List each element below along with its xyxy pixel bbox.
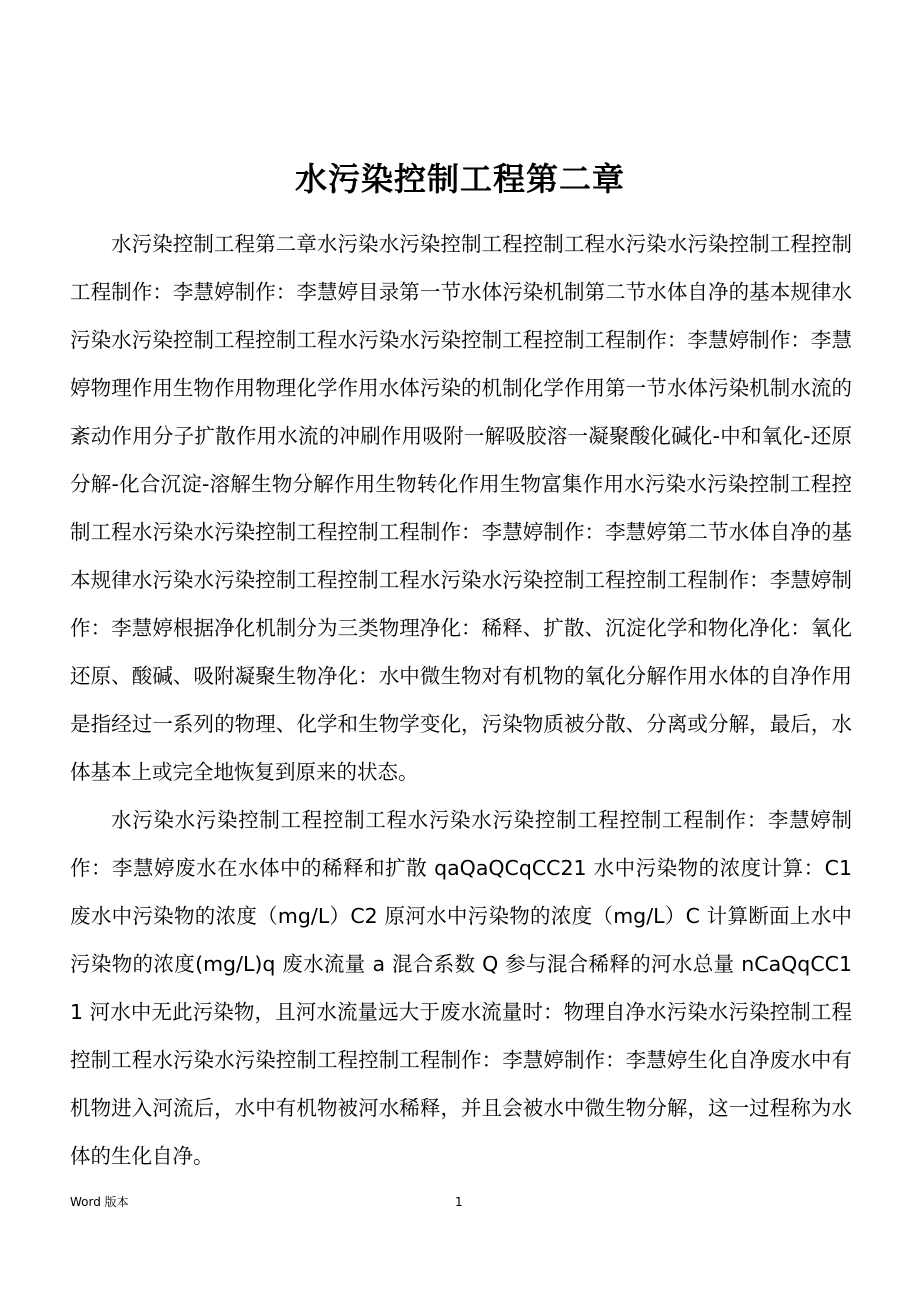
document-title: 水污染控制工程第二章 <box>294 160 625 199</box>
document-body <box>70 220 852 1180</box>
body-paragraph-1: 水污染控制工程第二章水污染水污染控制工程控制工程水污染水污染控制工程控制工程制作：李慧婷制作：李慧婷目录第一节水体污染机制第二节水体自净的基本规律水污染水污染控制工程控制工程水污染水污染控制工程控制工程制作：李慧婷制作：李慧婷物理作用生物作用物理化学作用水体污染的机制化学作用第一节水体污染机制水流的紊动作用分子扩散作用水流的冲刷作用吸附一解吸胶溶一凝聚酸化碱化-中和氧化-还原分解-化合沉淀-溶解生物分解作用生物转化作用生物富集作用水污染水污染控制工程控制工程水污染水污染控制工程控制工程制作：李慧婷制作：李慧婷第二节水体自净的基本规律水污染水污染控制工程控制工程水污染水污染控制工程控制工程制作：李慧婷制作：李慧婷根据净化机制分为三类物理净化：稀释、扩散、沉淀化学和物化净化：氧化还原、酸碱、吸附凝聚生物净化：水中微生物对有机物的氧化分解作用水体的自净作用是指经过一系列的物理、化学和生物学变化，污染物质被分散、分离或分解，最后，水体基本上或完全地恢复到原来的状态。 <box>70 232 852 784</box>
footer-label: Word 版本 <box>70 1195 129 1209</box>
footer-page-number: 1 <box>455 1195 463 1209</box>
body-paragraph-2: 水污染水污染控制工程控制工程水污染水污染控制工程控制工程制作：李慧婷制作：李慧婷废水在水体中的稀释和扩散 qaQaQCqCC21 水中污染物的浓度计算：C1 废水中污染物的浓度（mg/L）C2 原河水中污染物的浓度（mg/L）C 计算断面上水中污染物的浓度(mg/L)q 废水流量 a 混合系数 Q 参与混合稀释的河水总量 nCaQqCC11 河水中无此污染物，且河水流量远大于废水流量时：物理自净水污染水污染控制工程控制工程水污染水污染控制工程控制工程制作：李慧婷制作：李慧婷生化自净废水中有机物进入河流后，水中有机物被河水稀释，并且会被水中微生物分解，这一过程称为水体的生化自净。 <box>70 808 852 1168</box>
